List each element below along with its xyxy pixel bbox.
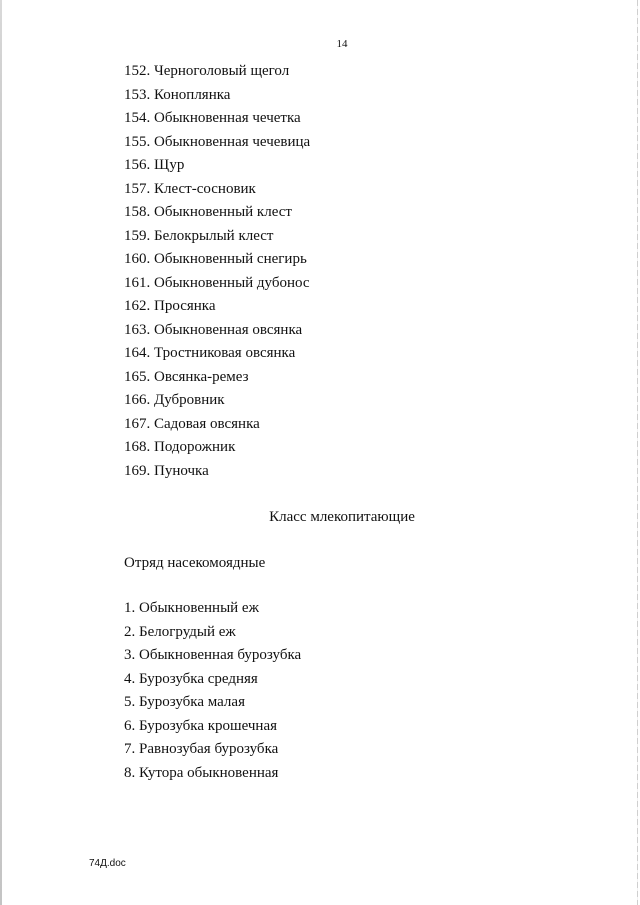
list-item: 163. Обыкновенная овсянка — [124, 321, 303, 338]
order-title: Отряд насекомоядные — [124, 555, 266, 571]
list-item: 166. Дубровник — [124, 392, 225, 408]
birds-list — [124, 60, 310, 483]
list-item: 157. Клест-сосновик — [124, 180, 256, 197]
list-item: 154. Обыкновенная чечетка — [124, 110, 301, 126]
list-item: 159. Белокрылый клест — [124, 227, 274, 244]
list-item: 156. Щур — [124, 157, 185, 173]
list-item: 3. Обыкновенная бурозубка — [124, 647, 302, 663]
list-item: 155. Обыкновенная чечевица — [124, 133, 311, 150]
list-item: 7. Равнозубая бурозубка — [124, 741, 279, 757]
list-item: 152. Черноголовый щегол — [124, 63, 290, 79]
list-item: 2. Белогрудый еж — [124, 623, 236, 640]
list-item: 164. Тростниковая овсянка — [124, 345, 296, 361]
page-number: 14 — [336, 38, 348, 50]
list-item: 167. Садовая овсянка — [124, 415, 260, 432]
list-item: 169. Пуночка — [124, 462, 209, 479]
list-item: 8. Кутора обыкновенная — [124, 764, 279, 781]
list-item: 158. Обыкновенный клест — [124, 204, 292, 220]
list-item: 168. Подорожник — [124, 439, 236, 455]
section-title: Класс млекопитающие — [269, 509, 415, 525]
mammals-list — [124, 597, 301, 785]
list-item: 160. Обыкновенный снегирь — [124, 251, 307, 267]
scan-edge-left — [0, 0, 2, 905]
scan-edge-right — [637, 0, 638, 905]
list-item: 5. Бурозубка малая — [124, 694, 245, 710]
list-item: 1. Обыкновенный еж — [124, 600, 259, 616]
list-item: 165. Овсянка-ремез — [124, 368, 249, 385]
list-item: 6. Бурозубка крошечная — [124, 717, 278, 734]
document-filename: 74Д.doc — [89, 858, 126, 869]
list-item: 4. Бурозубка средняя — [124, 670, 258, 687]
list-item: 162. Просянка — [124, 298, 216, 314]
list-item: 153. Коноплянка — [124, 86, 231, 103]
list-item: 161. Обыкновенный дубонос — [124, 274, 310, 291]
